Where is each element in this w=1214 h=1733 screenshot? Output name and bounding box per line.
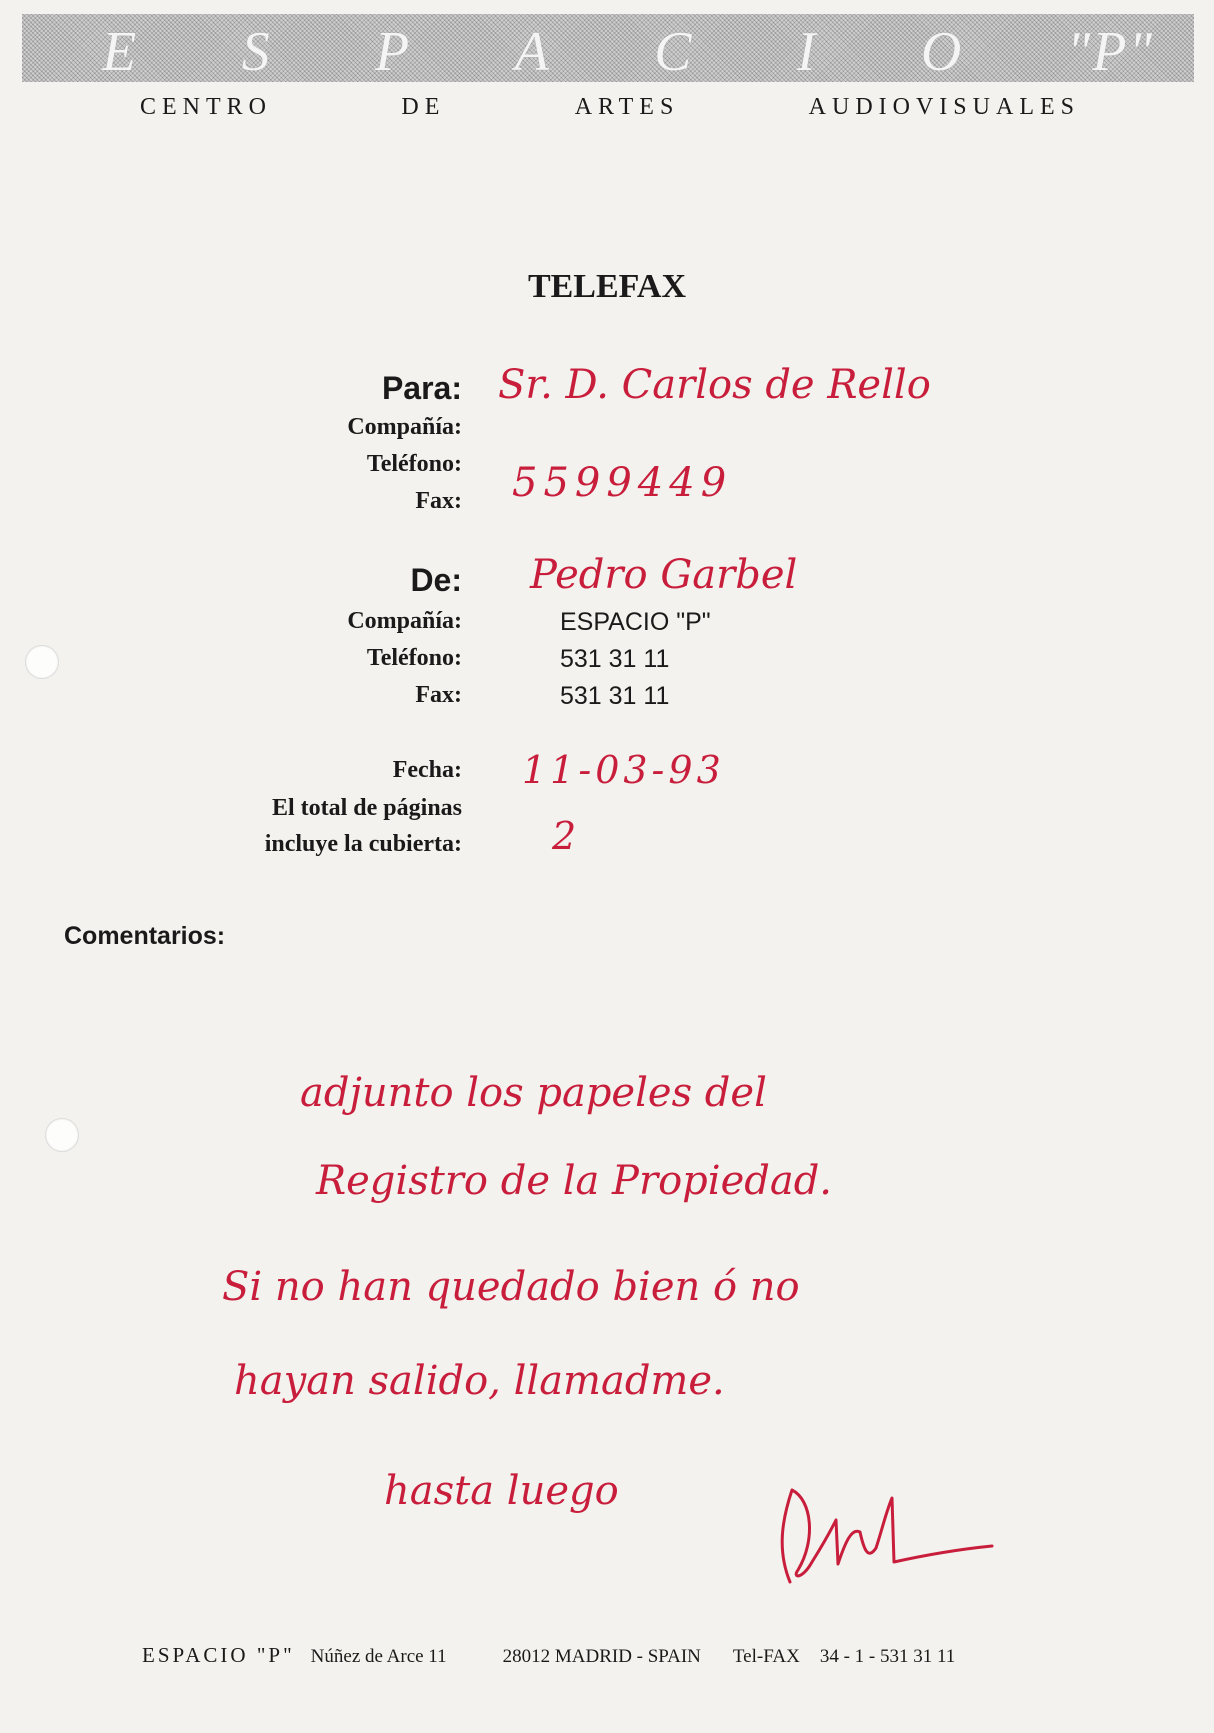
to-fax-label: Fax: — [415, 488, 462, 514]
de-label: De: — [410, 562, 462, 598]
header-banner — [22, 14, 1194, 82]
banner-letter: I — [796, 21, 818, 82]
comment-line-2: Registro de la Propiedad. — [316, 1158, 833, 1204]
from-fax-label: Fax: — [415, 682, 462, 708]
banner-letter: C — [654, 21, 694, 82]
para-value: Sr. D. Carlos de Rello — [498, 362, 931, 408]
punch-hole-bottom — [45, 1118, 79, 1152]
subtitle-word: AUDIOVISUALES — [808, 94, 1080, 120]
to-phone-value: 5599449 — [512, 460, 733, 506]
from-phone-value: 531 31 11 — [560, 645, 670, 673]
pages-value: 2 — [552, 814, 577, 858]
date-label: Fecha: — [392, 757, 462, 783]
footer — [142, 1643, 1092, 1668]
comment-line-1: adjunto los papeles del — [300, 1070, 767, 1116]
subtitle-word: ARTES — [574, 94, 680, 120]
footer-fax-label: Tel-FAX — [732, 1646, 800, 1667]
from-phone-label: Teléfono: — [366, 645, 462, 671]
banner-letter: "P" — [1066, 21, 1154, 82]
from-company-value: ESPACIO "P" — [560, 608, 711, 636]
to-phone-label: Teléfono: — [366, 451, 462, 477]
subtitle-word: DE — [401, 94, 446, 120]
pages-label-line2: incluye la cubierta: — [264, 831, 462, 857]
pages-label-line1: El total de páginas — [271, 795, 462, 821]
header-subtitle — [140, 94, 1080, 121]
comments-label: Comentarios: — [64, 922, 226, 950]
footer-name: ESPACIO "P" — [142, 1643, 295, 1667]
subtitle-word: CENTRO — [140, 94, 272, 120]
page-title: TELEFAX — [527, 268, 687, 305]
banner-letter: P — [374, 21, 412, 82]
banner-letter: S — [241, 21, 272, 82]
banner-letters — [102, 20, 1154, 82]
signature — [752, 1470, 1002, 1600]
from-fax-value: 531 31 11 — [560, 682, 670, 710]
footer-address: Núñez de Arce 11 — [310, 1646, 447, 1667]
banner-letter: A — [514, 21, 551, 82]
footer-city: 28012 MADRID - SPAIN — [502, 1646, 701, 1667]
banner-letter: E — [102, 21, 139, 82]
from-company-label: Compañía: — [347, 608, 462, 634]
comment-line-5: hasta luego — [384, 1468, 619, 1514]
comment-line-4: hayan salido, llamadme. — [234, 1358, 725, 1404]
to-company-label: Compañía: — [347, 414, 462, 440]
comment-line-3: Si no han quedado bien ó no — [222, 1264, 800, 1310]
para-label: Para: — [381, 370, 462, 406]
punch-hole-top — [25, 645, 59, 679]
banner-letter: O — [920, 21, 964, 82]
date-value: 11-03-93 — [522, 748, 725, 792]
de-value: Pedro Garbel — [530, 552, 798, 598]
footer-fax-number: 34 - 1 - 531 31 11 — [819, 1646, 956, 1667]
